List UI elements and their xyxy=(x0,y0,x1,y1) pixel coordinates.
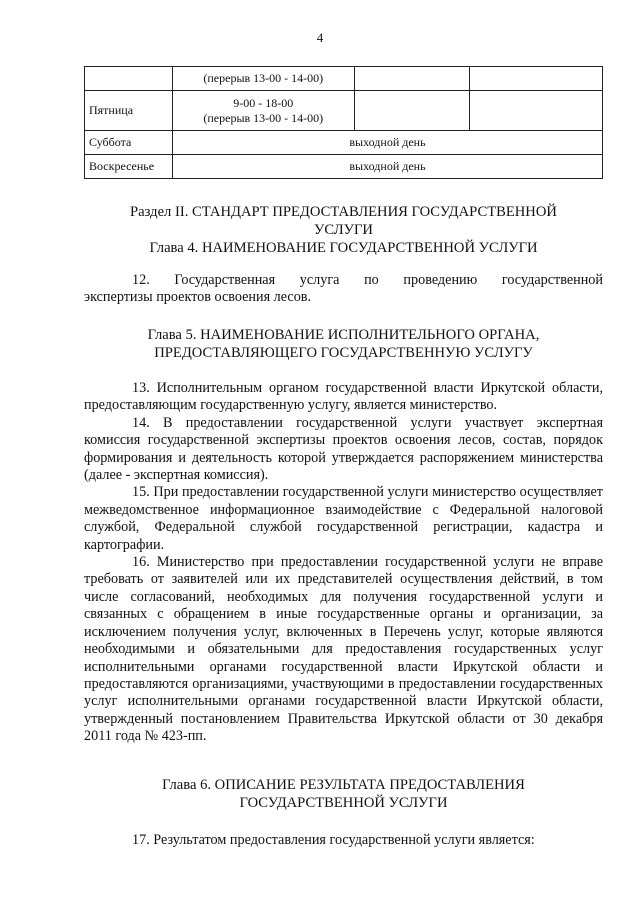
section-title-line: Раздел II. СТАНДАРТ ПРЕДОСТАВЛЕНИЯ ГОСУДАРСТВЕННОЙ xyxy=(130,204,557,220)
day-cell: Суббота xyxy=(85,131,173,155)
schedule-table xyxy=(84,66,603,179)
section-title-line: УСЛУГИ xyxy=(314,222,373,238)
paragraph-17: 17. Результатом предоставления государственной услуги является: xyxy=(132,832,535,848)
paragraph-14: 14. В предоставлении государственной услуги участвует экспертная комиссия государственной экспертизы проектов освоения лесов, состав, порядок формирования и деятельность которой утверждается распоряжением министерства (далее - экспертная комиссия). xyxy=(84,414,603,484)
paragraph-line: экспертизы проектов освоения лесов. xyxy=(84,289,312,306)
paragraph-line: 12. Государственная услуга по проведению государственной xyxy=(132,272,603,288)
paragraph-16: 16. Министерство при предоставлении государственной услуги не вправе требовать от заявителей или их представителей осуществления действий, в том числе согласований, необходимых для получения государственной услуги и связанных с обращением в иные государственные органы и организации, за исключением получения услуг, включенных в Перечень услуг, которые являются необходимыми и обязательными для предоставления государственных услуг исполнительными органами государственной власти Иркутской области и предоставляются организациями, участвующими в предоставлении государственных услуг исполнительными органами государственной власти Иркутской области, утвержденный постановлением Правительства Иркутской области от 30 декабря 2011 года № 423-пп. xyxy=(84,554,603,745)
chapter-title-line: ПРЕДОСТАВЛЯЮЩЕГО ГОСУДАРСТВЕННУЮ УСЛУГУ xyxy=(154,345,533,361)
day-cell xyxy=(85,67,173,91)
day-cell: Пятница xyxy=(85,91,173,131)
empty-cell xyxy=(354,91,470,131)
hours-cell: выходной день xyxy=(172,131,602,155)
paragraph-15: 15. При предоставлении государственной услуги министерство осуществляет межведомственное информационное взаимодействие с Федеральной налоговой службой, Федеральной службой государственной регистрации, кадастра и картографии. xyxy=(84,484,603,553)
page-number: 4 xyxy=(316,30,324,45)
paragraph-12 xyxy=(84,272,603,307)
chapter-title-line: ГОСУДАРСТВЕННОЙ УСЛУГИ xyxy=(239,795,448,811)
hours-line: (перерыв 13-00 - 14-00) xyxy=(203,110,324,125)
paragraph-17-block xyxy=(84,832,603,849)
hours-line: 9-00 - 18-00 xyxy=(233,95,294,110)
chapter-6-heading xyxy=(84,776,603,812)
hours-cell: (перерыв 13-00 - 14-00) xyxy=(172,67,354,91)
empty-cell xyxy=(470,91,603,131)
chapter-title-line: Глава 5. НАИМЕНОВАНИЕ ИСПОЛНИТЕЛЬНОГО ОРГАНА, xyxy=(147,327,540,343)
body-text xyxy=(84,380,603,746)
paragraph-13: 13. Исполнительным органом государственной власти Иркутской области, предоставляющим государственную услугу, является министерство. xyxy=(84,380,603,414)
section-2-heading xyxy=(84,203,603,257)
table-row xyxy=(85,131,603,155)
chapter-4-heading: Глава 4. НАИМЕНОВАНИЕ ГОСУДАРСТВЕННОЙ УСЛУГИ xyxy=(149,240,538,256)
table-row xyxy=(85,155,603,179)
hours-cell: выходной день xyxy=(172,155,602,179)
chapter-5-heading xyxy=(84,326,603,362)
empty-cell xyxy=(470,67,603,91)
empty-cell xyxy=(354,67,470,91)
hours-cell xyxy=(172,91,354,131)
chapter-title-line: Глава 6. ОПИСАНИЕ РЕЗУЛЬТАТА ПРЕДОСТАВЛЕНИЯ xyxy=(162,777,525,793)
table-row xyxy=(85,91,603,131)
day-cell: Воскресенье xyxy=(85,155,173,179)
table-row xyxy=(85,67,603,91)
